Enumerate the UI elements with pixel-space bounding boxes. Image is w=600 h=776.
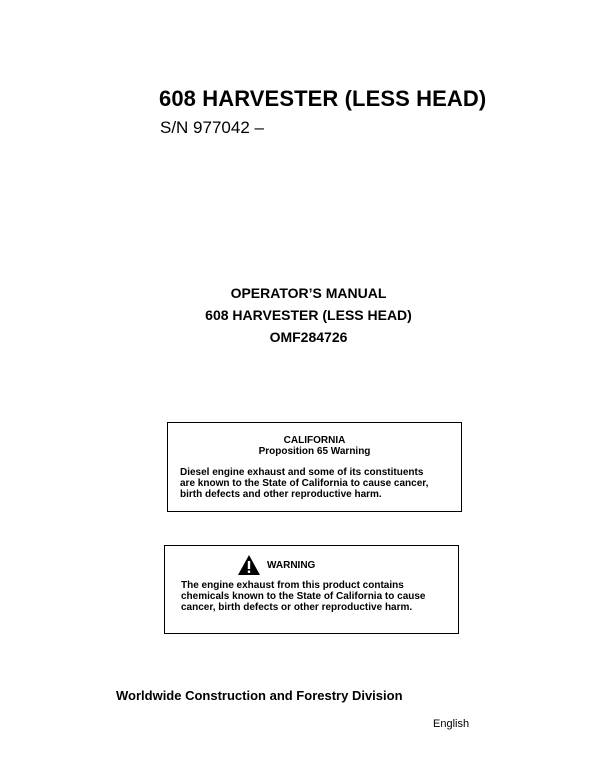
engine-exhaust-warning-box [164,545,459,634]
warning-text-line: chemicals known to the State of California to cause [181,591,426,602]
warning-box-text [181,580,426,613]
california-box-heading [168,435,461,457]
california-prop65-box [167,422,462,512]
california-heading: CALIFORNIA [283,435,346,446]
product-title: 608 HARVESTER (LESS HEAD) [159,86,487,111]
california-text-line: birth defects and other reproductive harm. [180,489,382,500]
warning-triangle-icon [237,554,261,576]
warning-text-line: The engine exhaust from this product contains [181,580,404,591]
division-name: Worldwide Construction and Forestry Division [116,688,403,703]
prop65-heading: Proposition 65 Warning [258,446,371,457]
manual-number: OMF284726 [269,329,348,345]
california-box-text [168,467,461,500]
language-label: English [433,718,470,730]
manual-type: OPERATOR’S MANUAL [230,285,387,301]
warning-label: WARNING [267,559,316,571]
warning-text-line: cancer, birth defects or other reproductive harm. [181,602,413,613]
manual-identification [0,282,600,348]
warning-heading [237,553,315,577]
manual-product: 608 HARVESTER (LESS HEAD) [205,307,412,323]
california-text-line: Diesel engine exhaust and some of its constituents [180,467,424,478]
serial-number: S/N 977042 – [160,118,264,137]
california-text-line: are known to the State of California to cause cancer, [180,478,429,489]
